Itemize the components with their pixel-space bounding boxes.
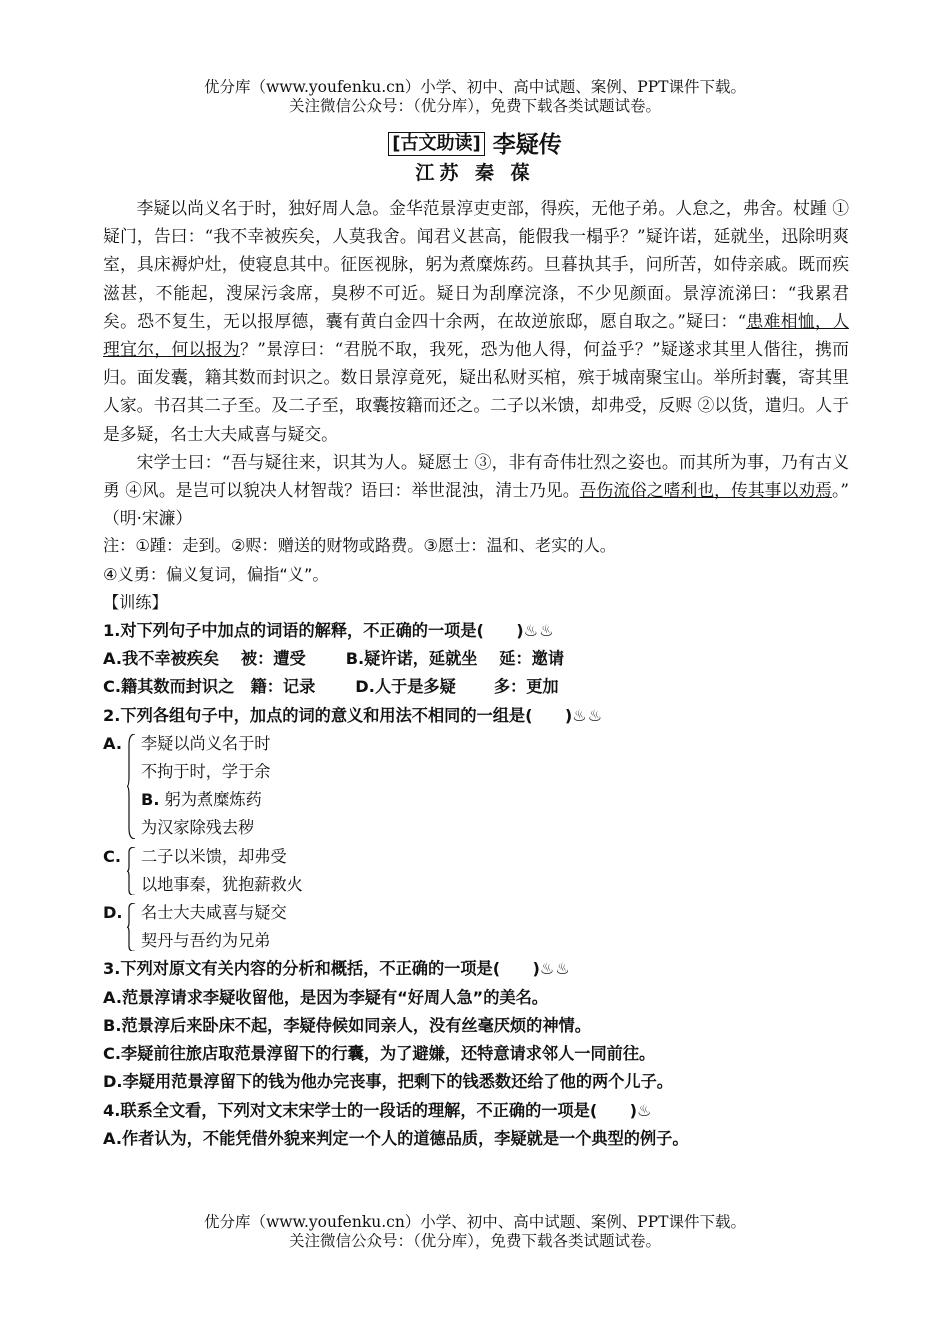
q1-option-b: B.疑许诺，延就坐 延：邀请 — [345, 649, 565, 669]
q2-d1: 名士大夫咸喜与疑交 — [141, 903, 287, 923]
question-1-stem: 1.对下列句子中加点的词语的解释，不正确的一项是( )♨♨ — [103, 621, 555, 641]
q2-option-d — [103, 899, 849, 955]
q2-a2: 不拘于时，学于余 — [141, 762, 271, 782]
question-3-stem: 3.下列对原文有关内容的分析和概括，不正确的一项是( )♨♨ — [103, 959, 571, 979]
article-author: 江苏 秦 葆 — [415, 162, 535, 184]
q1-option-a: A.我不幸被疾矣 被：遭受 — [103, 649, 306, 669]
header-line-2: 关注微信公众号：（优分库），免费下载各类试题试卷。 — [288, 97, 661, 115]
brace-icon — [127, 734, 135, 839]
header-line-1: 优分库（www.youfenku.cn）小学、初中、高中试题、案例、PPT课件下载。 — [203, 78, 747, 96]
passage-paragraph-1: 李疑以尚义名于时，独好周人急。金华范景淳吏吏部，得疾，无他子弟。人怠之，弗舍。杖踵 ①疑门，告曰：“我不幸被疾矣，人莫我舍。闻君义甚高，能假我一榻乎？”疑许诺，延就坐，迅除明爽室，具床褥炉灶，使寝息其中。征医视脉，躬为煮糜炼药。旦暮执其手，问所苦，如侍亲戚。既而疾滋甚，不能起，溲屎污衾席，臭秽不可近。疑日为刮摩浣涤，不少见颜面。景淳流涕曰：“我累君矣。恐不复生，无以报厚德，囊有黄白金四十余两，在故逆旅邸，愿自取之。”疑曰：“患难相恤，人理宜尔，何以报为？”景淳曰：“君脱不取，我死，恐为他人得，何益乎？”疑遂求其里人偕往，携而归。面发囊，籍其数而封识之。数日景淳竟死，疑出私财买棺，殡于城南聚宝山。举所封囊，寄其里人家。书召其二子至。及二子至，取囊按籍而还之。二子以米馈，却弗受，反赆 ②以货，遣归。人于是多疑，名士大夫咸喜与疑交。 — [103, 198, 849, 444]
question-2-stem: 2.下列各组句子中，加点的词的意义和用法不相同的一组是( )♨♨ — [103, 705, 604, 725]
q2-a1: 李疑以尚义名于时 — [141, 733, 271, 753]
footer-line-1: 优分库（www.youfenku.cn）小学、初中、高中试题、案例、PPT课件下载。 — [203, 1213, 747, 1231]
title-text: 李疑传 — [492, 132, 562, 158]
difficulty-icon: ♨♨ — [572, 705, 604, 725]
q2-label-b: B. — [141, 790, 160, 810]
brace-icon — [127, 903, 135, 951]
section-tag: [古文助读] — [388, 132, 484, 156]
q2-b2: 为汉家除残去秽 — [141, 818, 255, 838]
note-2: ④义勇：偏义复词，偏指“义”。 — [103, 564, 329, 584]
q2-label-d: D. — [103, 903, 123, 923]
difficulty-icon: ♨ — [637, 1100, 653, 1120]
q2-label-c: C. — [103, 846, 122, 866]
question-4-stem: 4.联系全文看，下列对文末宋学士的一段话的理解，不正确的一项是( )♨ — [103, 1100, 653, 1120]
q3-option-c: C.李疑前往旅店取范景淳留下的行囊，为了避嫌，还特意请求邻人一同前往。 — [103, 1044, 656, 1064]
q2-c2: 以地事秦，犹抱薪救火 — [141, 874, 303, 894]
q1-option-d: D.人于是多疑 多：更加 — [355, 677, 559, 697]
underlined-sentence-1: 患难相恤，人理宜尔，何以报为 — [103, 310, 849, 360]
q2-label-a: A. — [103, 733, 122, 753]
page-footer — [0, 1213, 950, 1251]
question-1-options-cd — [103, 673, 849, 701]
q3-option-a: A.范景淳请求李疑收留他，是因为李疑有“好周人急”的美名。 — [103, 987, 548, 1007]
q2-brace-group-c — [125, 843, 303, 899]
q2-b1: 躬为煮糜炼药 — [164, 790, 262, 810]
q2-brace-group-d — [125, 899, 287, 955]
footer-line-2: 关注微信公众号：（优分库），免费下载各类试题试卷。 — [288, 1232, 661, 1250]
question-1-options-ab — [103, 645, 849, 673]
q4-option-a: A.作者认为，不能凭借外貌来判定一个人的道德品质，李疑就是一个典型的例子。 — [103, 1128, 689, 1148]
q2-option-ab — [103, 730, 849, 843]
q3-option-b: B.范景淳后来卧床不起，李疑侍候如同亲人，没有丝毫厌烦的神情。 — [103, 1015, 591, 1035]
page-header — [0, 78, 950, 116]
underlined-sentence-2: 吾伤流俗之嗜利也，传其事以劝焉 — [579, 480, 832, 501]
q2-c1: 二子以米馈，却弗受 — [141, 846, 287, 866]
difficulty-icon: ♨♨ — [523, 621, 555, 641]
training-heading: 【训练】 — [103, 592, 168, 612]
q2-b-row — [141, 786, 271, 814]
q2-brace-group-ab — [125, 730, 271, 843]
passage-paragraph-2: 宋学士曰：“吾与疑往来，识其为人。疑愿士 ③，非有奇伟壮烈之姿也。而其所为事，乃有古义勇 ④风。是岂可以貌决人材智哉？语曰：举世混浊，清士乃见。吾伤流俗之嗜利也，传其事以劝焉。” （明·宋濂） — [103, 451, 866, 529]
difficulty-icon: ♨♨ — [539, 959, 571, 979]
brace-icon — [127, 847, 135, 895]
note-1: 注：①踵：走到。②赆：赠送的财物或路费。③愿士：温和、老实的人。 — [103, 536, 616, 556]
q2-option-c — [103, 843, 849, 899]
article-title — [0, 126, 950, 159]
q3-option-d: D.李疑用范景淳留下的钱为他办完丧事，把剩下的钱悉数还给了他的两个儿子。 — [103, 1072, 673, 1092]
q1-option-c: C.籍其数而封识之 籍：记录 — [103, 677, 316, 697]
main-content — [103, 194, 866, 1153]
q2-d2: 契丹与吾约为兄弟 — [141, 931, 271, 951]
